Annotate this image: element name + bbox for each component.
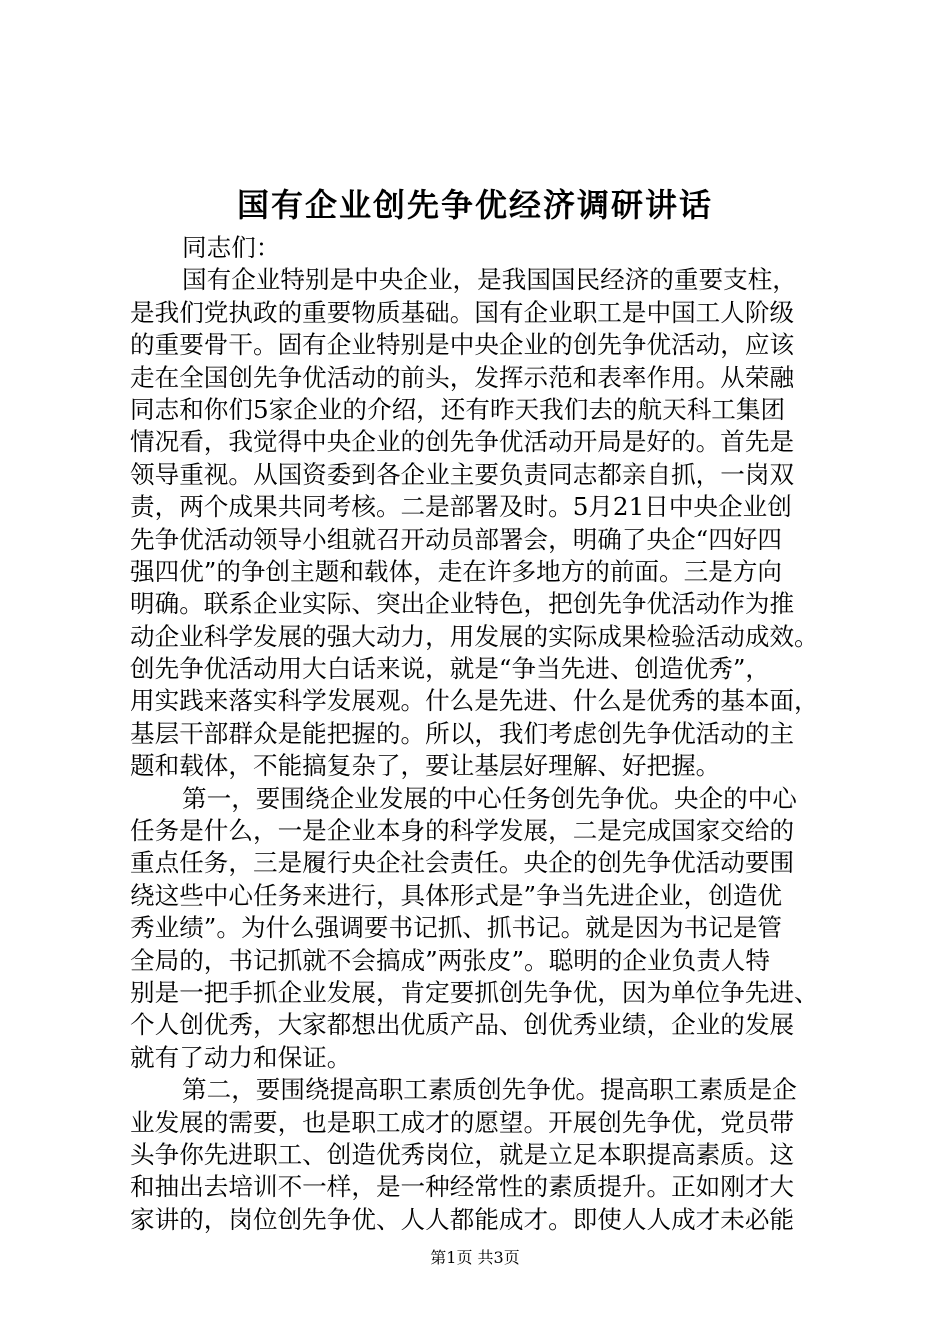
body-line: 业发展的需要，也是职工成才的愿望。开展创先争优，党员带 <box>130 1107 795 1137</box>
document-body <box>130 232 830 1236</box>
body-line: 走在全国创先争优活动的前头，发挥示范和表率作用。从荣融 <box>130 362 795 392</box>
body-line: 强四优”的争创主题和载体，走在许多地方的前面。三是方向 <box>130 556 783 586</box>
body-line: 责，两个成果共同考核。二是部署及时。5月21日中央企业创 <box>130 492 792 522</box>
body-line: 同志们： <box>182 233 281 262</box>
page-footer: 第1页 共3页 <box>430 1248 520 1267</box>
body-line: 国有企业特别是中央企业，是我国国民经济的重要支柱， <box>182 265 797 295</box>
body-line: 任务是什么，一是企业本身的科学发展，二是完成国家交给的 <box>130 816 795 846</box>
body-line: 第一，要围绕企业发展的中心任务创先争优。央企的中心 <box>182 783 797 813</box>
body-line: 领导重视。从国资委到各企业主要负责同志都亲自抓，一岗双 <box>130 459 795 489</box>
body-line: 第二，要围绕提高职工素质创先争优。提高职工素质是企 <box>182 1075 797 1105</box>
body-line: 明确。联系企业实际、突出企业特色，把创先争优活动作为推 <box>130 589 795 619</box>
body-line: 题和载体，不能搞复杂了，要让基层好理解、好把握。 <box>130 751 721 781</box>
body-line: 是我们党执政的重要物质基础。国有企业职工是中国工人阶级 <box>130 297 795 327</box>
body-line: 别是一把手抓企业发展，肯定要抓创先争优，因为单位争先进、 <box>130 977 819 1007</box>
body-line: 就有了动力和保证。 <box>130 1042 352 1072</box>
body-line: 情况看，我觉得中央企业的创先争优活动开局是好的。首先是 <box>130 427 795 457</box>
body-line: 创先争优活动用大白话来说，就是“争当先进、创造优秀”， <box>130 654 770 684</box>
body-line: 重点任务，三是履行央企社会责任。央企的创先争优活动要围 <box>130 848 795 878</box>
document-title: 国有企业创先争优经济调研讲话 <box>236 186 713 224</box>
body-line: 秀业绩”。为什么强调要书记抓、抓书记。就是因为书记是管 <box>130 913 783 943</box>
body-line: 头争你先进职工、创造优秀岗位，就是立足本职提高素质。这 <box>130 1139 795 1169</box>
body-line: 基层干部群众是能把握的。所以，我们考虑创先争优活动的主 <box>130 718 795 748</box>
body-line: 同志和你们5家企业的介绍，还有昨天我们去的航天科工集团 <box>130 394 786 424</box>
body-line: 家讲的，岗位创先争优、人人都能成才。即使人人成才未必能 <box>130 1204 795 1234</box>
body-line: 先争优活动领导小组就召开动员部署会，明确了央企“四好四 <box>130 524 783 554</box>
body-line: 绕这些中心任务来进行，具体形式是”争当先进企业，创造优 <box>130 880 783 910</box>
body-line: 全局的，书记抓就不会搞成”两张皮”。聪明的企业负责人特 <box>130 945 770 975</box>
body-line: 的重要骨干。固有企业特别是中央企业的创先争优活动，应该 <box>130 330 795 360</box>
body-line: 和抽出去培训不一样，是一种经常性的素质提升。正如刚才大 <box>130 1172 795 1202</box>
body-line: 动企业科学发展的强大动力，用发展的实际成果检验活动成效。 <box>130 621 819 651</box>
body-line: 个人创优秀，大家都想出优质产品、创优秀业绩，企业的发展 <box>130 1010 795 1040</box>
body-line: 用实践来落实科学发展观。什么是先进、什么是优秀的基本面， <box>130 686 819 716</box>
